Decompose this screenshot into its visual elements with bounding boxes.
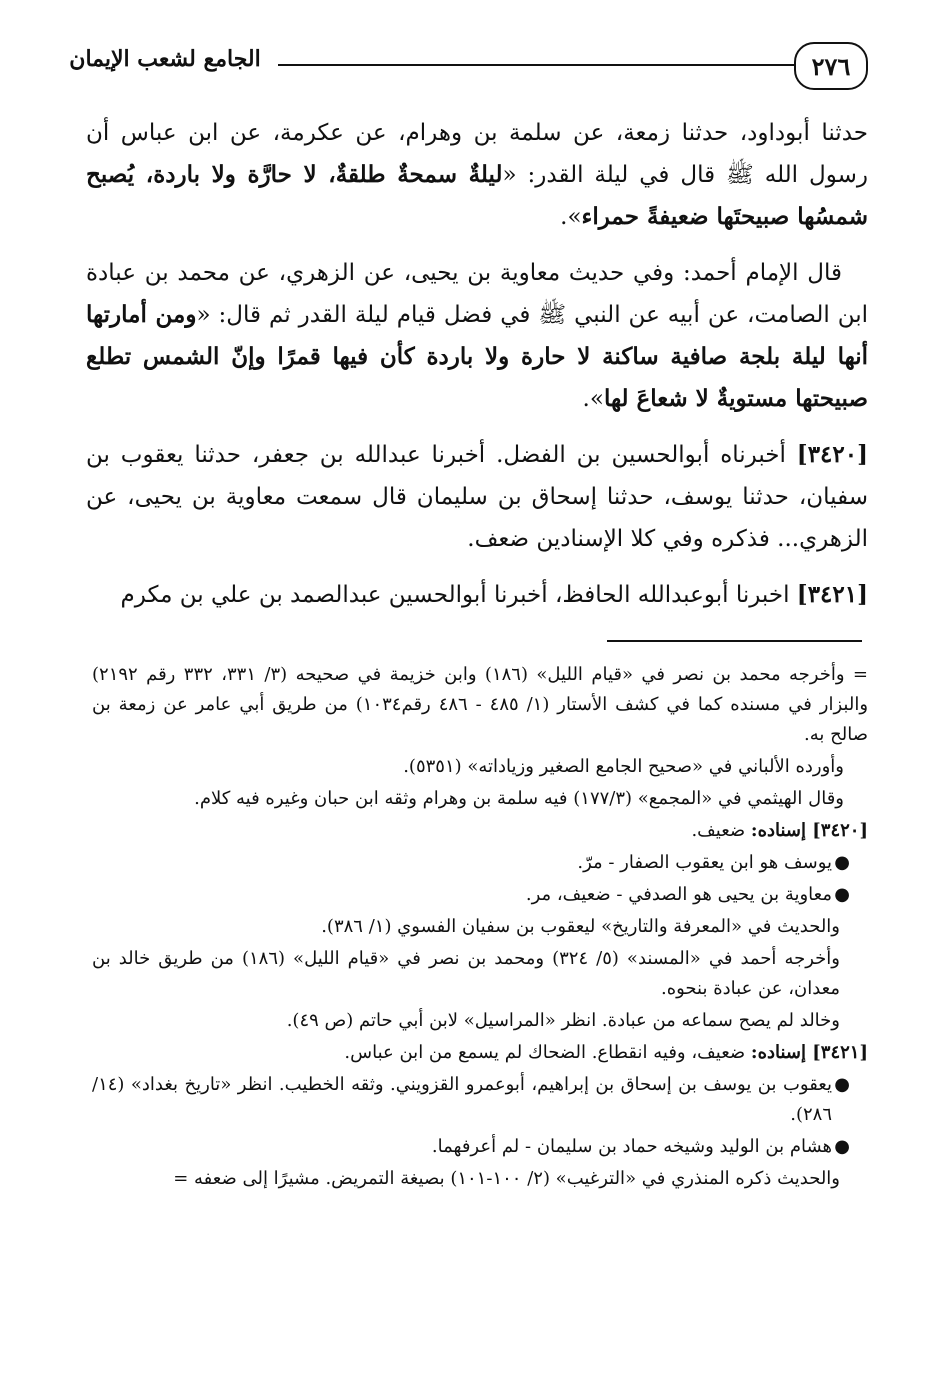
footnote-7: والحديث في «المعرفة والتاريخ» ليعقوب بن سفيان الفسوي (١/ ٣٨٦). xyxy=(321,916,840,937)
footnote-3: وقال الهيثمي في «المجمع» (١٧٧/٣) فيه سلمة بن وهرام وثقه ابن حبان وغيره فيه كلام. xyxy=(194,788,844,809)
footnote-5 xyxy=(92,848,868,878)
footnote-12-text: هشام بن الوليد وشيخه حماد بن سليمان - لم أعرفهما. xyxy=(431,1136,832,1157)
footnote-9: وخالد لم يصح سماعه من عبادة. انظر «المراسيل» لابن أبي حاتم (ص ٤٩). xyxy=(286,1010,840,1031)
paragraph-4-text: اخبرنا أبوعبدالله الحافظ، أخبرنا أبوالحسين عبدالصمد بن علي بن مكرم xyxy=(120,582,797,608)
footnote-1: = وأخرجه محمد بن نصر في «قيام الليل» (١٨٦) وابن خزيمة في صحيحه (٣/ ٣٣١، ٣٣٢ رقم ٢١٩٢) والبزار في مسنده كما في كشف الأستار (١/ ٤٨٥ - ٤٨٦ رقم١٠٣٤) من طريق أبي عامر عن زمعة بن صالح به. xyxy=(92,664,869,745)
footnote-separator xyxy=(607,640,862,642)
footnote-11 xyxy=(92,1070,868,1130)
hadith-text-2: ومن أمارتها أنها ليلة بلجة صافية ساكنة لا حارة ولا باردة كأن فيها قمرًا وإنّ الشمس تطلع صبيحتها مستويةٌ لا شعاعَ لها xyxy=(86,301,868,412)
footnote-13: والحديث ذكره المنذري في «الترغيب» (٢/ ١٠٠-١٠١) بصيغة التمريض. مشيرًا إلى ضعفه = xyxy=(173,1168,840,1189)
bullet-icon: ● xyxy=(834,1074,850,1095)
footnote-5-text: يوسف هو ابن يعقوب الصفار - مرّ. xyxy=(577,852,832,873)
paragraph-2-text: قال الإمام أحمد: وفي حديث معاوية بن يحيى، عن الزهري، عن محمد بن عبادة ابن الصامت، عن أبيه عن النبي ﷺ في فضل قيام ليلة القدر ثم قال: « xyxy=(86,260,868,328)
main-text xyxy=(86,112,868,630)
footnotes xyxy=(92,660,868,1196)
hadith-number-3420: [٣٤٢٠] xyxy=(796,441,868,468)
paragraph-1-end: ». xyxy=(560,204,582,230)
footnote-8: وأخرجه أحمد في «المسند» (٥/ ٣٢٤) ومحمد بن نصر في «قيام الليل» (١٨٦) من طريق خالد بن معدان، عن عبادة بنحوه. xyxy=(92,948,840,999)
paragraph-4 xyxy=(86,574,868,616)
paragraph-2-end: ». xyxy=(582,386,604,412)
footnote-2: وأورده الألباني في «صحيح الجامع الصغير وزياداته» (٥٣٥١). xyxy=(403,756,844,777)
footnote-6 xyxy=(92,880,868,910)
book-title: الجامع لشعب الإيمان xyxy=(69,46,261,72)
paragraph-3-text: أخبرناه أبوالحسين بن الفضل. أخبرنا عبدالله بن جعفر، حدثنا يعقوب بن سفيان، حدثنا يوسف، حدثنا إسحاق بن سليمان قال سمعت معاوية بن يحيى، عن الزهري... فذكره وفي كلا الإسنادين ضعف. xyxy=(86,442,868,552)
footnote-11-text: يعقوب بن يوسف بن إسحاق بن إبراهيم، أبوعمرو القزويني. وثقه الخطيب. انظر «تاريخ بغداد» (١٤/ ٢٨٦). xyxy=(92,1074,832,1125)
page-header xyxy=(60,42,868,92)
paragraph-1-text: حدثنا أبوداود، حدثنا زمعة، عن سلمة بن وهرام، عن عكرمة، عن ابن عباس أن رسول الله ﷺ قال في ليلة القدر: « xyxy=(86,120,868,188)
footnote-12 xyxy=(92,1132,868,1162)
page-number: ٢٧٦ xyxy=(794,42,868,90)
bullet-icon: ● xyxy=(834,884,850,905)
hadith-text-1: ليلةٌ سمحةٌ طلقةٌ، لا حارَّة ولا باردة، يُصبح شمسُها صبيحتَها ضعيفةً حمراء xyxy=(86,161,868,230)
bullet-icon: ● xyxy=(834,852,850,873)
hadith-number-3421: [٣٤٢١] xyxy=(796,581,868,608)
paragraph-3 xyxy=(86,434,868,560)
footnote-10 xyxy=(92,1038,868,1068)
paragraph-2 xyxy=(86,252,868,420)
footnote-6-text: معاوية بن يحيى هو الصدفي - ضعيف، مر. xyxy=(525,884,832,905)
footnote-4 xyxy=(92,816,868,846)
header-rule xyxy=(278,64,796,66)
footnote-4-tag: [٣٤٢٠] إسناده: xyxy=(750,820,868,841)
bullet-icon: ● xyxy=(834,1136,850,1157)
footnote-10-text: ضعيف، وفيه انقطاع. الضحاك لم يسمع من ابن عباس. xyxy=(344,1042,751,1063)
footnote-4-text: ضعيف. xyxy=(691,820,751,841)
footnote-10-tag: [٣٤٢١] إسناده: xyxy=(750,1042,868,1063)
paragraph-1 xyxy=(86,112,868,238)
